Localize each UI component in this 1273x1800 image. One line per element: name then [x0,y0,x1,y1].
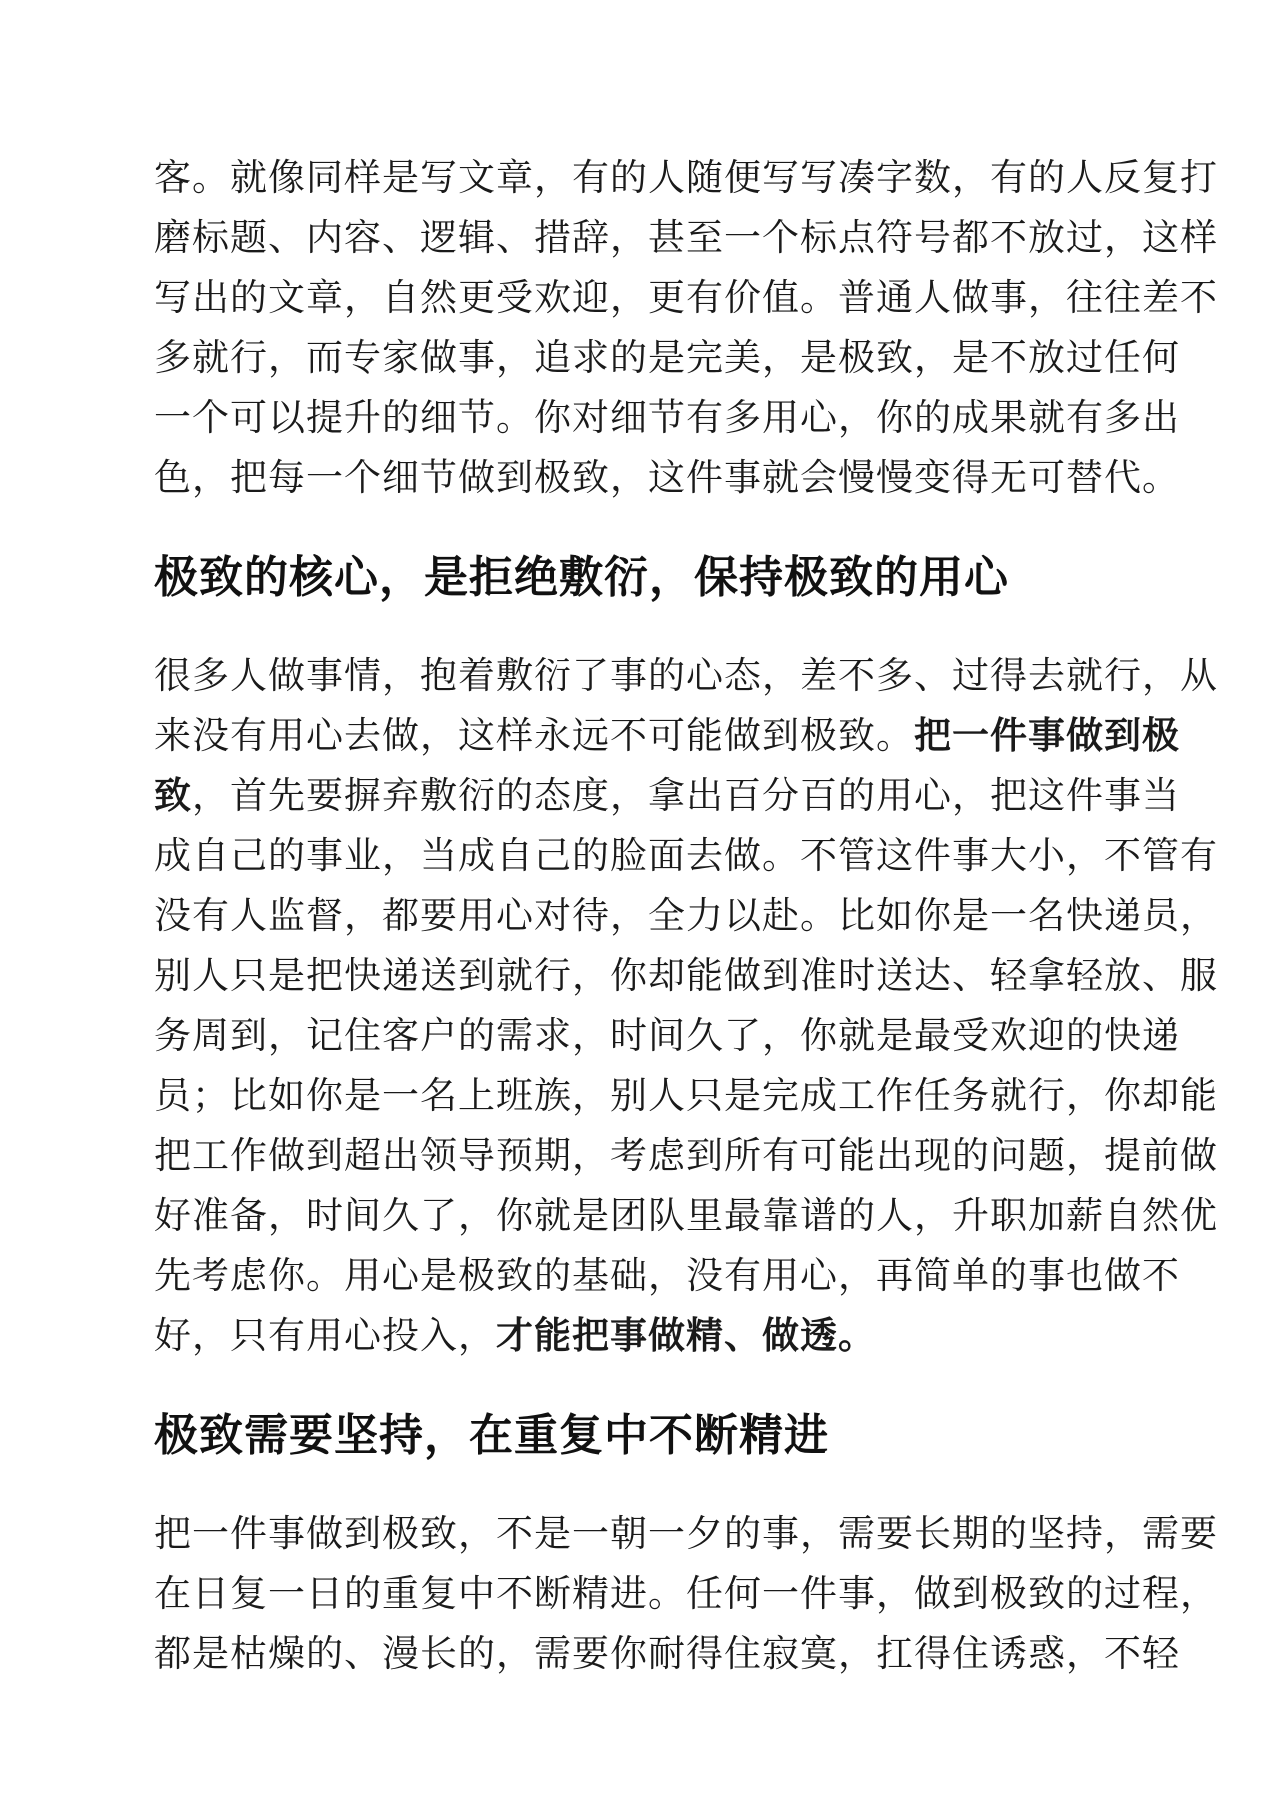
text-line: 很多人做事情，抱着敷衍了事的心态，差不多、过得去就行，从 [154,654,1218,697]
text-line-mixed [154,1306,1119,1366]
text-line: 色，把每一个细节做到极致，这件事就会慢慢变得无可替代。 [154,456,1180,499]
text-line: 员；比如你是一名上班族，别人只是完成工作任务就行，你却能 [154,1074,1218,1117]
bold-text-run: 致 [154,774,192,817]
text-line: 把工作做到超出领导预期，考虑到所有可能出现的问题，提前做 [154,1134,1218,1177]
paragraph-2 [154,646,1218,1366]
text-run: 好，只有用心投入， [154,1314,496,1357]
text-line: 先考虑你。用心是极致的基础，没有用心，再简单的事也做不 [154,1254,1180,1297]
text-run: 来没有用心去做，这样永远不可能做到极致。 [154,714,914,757]
text-line: 好准备，时间久了，你就是团队里最靠谱的人，升职加薪自然优 [154,1194,1218,1237]
text-line: 把一件事做到极致，不是一朝一夕的事，需要长期的坚持，需要 [154,1512,1218,1555]
section-heading-2: 极致需要坚持，在重复中不断精进 [154,1410,829,1461]
section-heading-1: 极致的核心，是拒绝敷衍，保持极致的用心 [154,552,1009,603]
text-line: 成自己的事业，当成自己的脸面去做。不管这件事大小，不管有 [154,834,1218,877]
text-line: 都是枯燥的、漫长的，需要你耐得住寂寞，扛得住诱惑，不轻 [154,1632,1180,1675]
document-page [154,148,1218,1684]
text-line: 多就行，而专家做事，追求的是完美，是极致，是不放过任何 [154,336,1180,379]
bold-text-run: 把一件事做到极 [914,714,1180,757]
text-line: 没有人监督，都要用心对待，全力以赴。比如你是一名快递员， [154,894,1218,937]
paragraph-3 [154,1504,1218,1684]
text-line: 客。就像同样是写文章，有的人随便写写凑字数，有的人反复打 [154,156,1218,199]
bold-text-run: 才能把事做精、做透。 [496,1314,876,1357]
text-line: 一个可以提升的细节。你对细节有多用心，你的成果就有多出 [154,396,1180,439]
text-line: 磨标题、内容、逻辑、措辞，甚至一个标点符号都不放过，这样 [154,216,1218,259]
text-line: 在日复一日的重复中不断精进。任何一件事，做到极致的过程， [154,1572,1218,1615]
paragraph-1 [154,148,1218,508]
text-line-mixed [154,766,1180,826]
text-line: 别人只是把快递送到就行，你却能做到准时送达、轻拿轻放、服 [154,954,1218,997]
text-line: 写出的文章，自然更受欢迎，更有价值。普通人做事，往往差不 [154,276,1218,319]
text-line: 务周到，记住客户的需求，时间久了，你就是最受欢迎的快递 [154,1014,1180,1057]
text-line-mixed [154,706,1180,766]
text-run: ，首先要摒弃敷衍的态度，拿出百分百的用心，把这件事当 [192,774,1180,817]
